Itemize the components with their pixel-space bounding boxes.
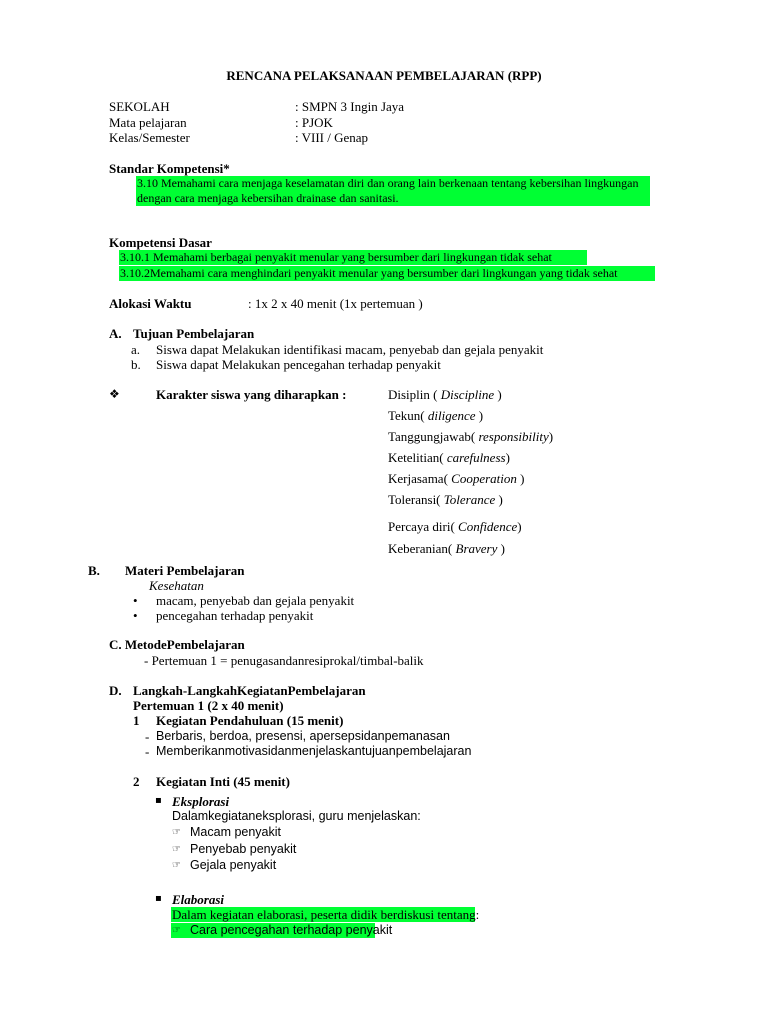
karakter-close: ) [497,387,502,402]
pendahuluan-heading: Kegiatan Pendahuluan (15 menit) [156,713,344,728]
eksplorasi-heading: Eksplorasi [172,794,230,809]
karakter-word: Percaya diri( [388,519,455,534]
tujuan-heading: Tujuan Pembelajaran [133,326,255,341]
pointing-hand-icon: ☞ [172,925,181,936]
school-value: : SMPN 3 Ingin Jaya [295,99,405,114]
kompetensi-line-1: 3.10.1 Memahami berbagai penyakit menular yang bersumber dari lingkungan tidak sehat [120,250,552,264]
karakter-en: diligence [424,408,479,423]
elaborasi-heading: Elaborasi [172,892,225,907]
bullet-icon: • [133,608,138,623]
standar-line-2: dengan cara menjaga kebersihan drainase dan sanitasi. [137,191,399,205]
metode-heading: C. MetodePembelajaran [109,637,245,652]
karakter-word: Disiplin ( [388,387,438,402]
karakter-en: Discipline [437,387,498,402]
karakter-item [388,492,503,507]
materi-heading: Materi Pembelajaran [125,563,245,578]
karakter-close: ) [505,450,510,465]
karakter-item [388,541,505,556]
eksplorasi-item: Gejala penyakit [190,858,277,872]
karakter-item [388,387,502,402]
karakter-close: ) [478,408,484,423]
karakter-word: Tanggungjawab( [388,429,476,444]
square-bullet-icon: ▪ [155,795,162,806]
karakter-item [388,408,483,423]
pendahuluan-item: Memberikanmotivasidanmenjelaskantujuanpembelajaran [156,744,472,758]
dash-marker: - [145,744,150,759]
karakter-en: Bravery [452,541,501,556]
tujuan-item-a: Siswa dapat Melakukan identifikasi macam, penyebab dan gejala penyakit [156,342,544,357]
tujuan-marker-b: b. [131,357,141,372]
tujuan-marker-a: a. [131,342,141,357]
eksplorasi-item: Macam penyakit [190,825,282,839]
karakter-word: Keberanian( [388,541,453,556]
standar-heading: Standar Kompetensi* [109,161,230,176]
materi-item: macam, penyebab dan gejala penyakit [156,593,355,608]
square-bullet-icon: ▪ [155,893,162,904]
karakter-word: Tekun( [388,408,425,423]
karakter-close: ) [548,429,554,444]
karakter-item [388,519,522,534]
karakter-en: Cooperation [447,471,521,486]
dash-marker: - [145,729,150,744]
karakter-close: ) [500,541,505,556]
alokasi-value: : 1x 2 x 40 menit (1x pertemuan ) [248,296,423,311]
materi-item: pencegahan terhadap penyakit [156,608,314,623]
eksplorasi-item: Penyebab penyakit [190,842,297,856]
karakter-close: ) [498,492,503,507]
materi-sub: Kesehatan [149,578,204,593]
karakter-word: Kerjasama( [388,471,448,486]
pointing-hand-icon: ☞ [172,844,181,855]
pointing-hand-icon: ☞ [172,827,181,838]
tujuan-marker: A. [109,326,122,341]
karakter-close: ) [520,471,525,486]
standar-line-1: 3.10 Memahami cara menjaga keselamatan diri dan orang lain berkenaan tentang kebersihan lingkungan [137,176,639,190]
karakter-item [388,429,553,444]
langkah-heading: Langkah-LangkahKegiatanPembelajaran [133,683,366,698]
karakter-en: Tolerance [440,492,499,507]
karakter-item [388,471,525,486]
karakter-word: Ketelitian( [388,450,444,465]
karakter-heading: Karakter siswa yang diharapkan : [156,387,347,402]
subject-value: : PJOK [295,115,333,130]
materi-marker: B. [88,563,100,578]
class-value: : VIII / Genap [295,130,369,145]
karakter-close: ) [517,519,522,534]
diamond-bullet-icon: ❖ [109,387,120,401]
karakter-item [388,450,510,465]
subject-label: Mata pelajaran [109,115,187,130]
pertemuan-heading: Pertemuan 1 (2 x 40 menit) [133,698,284,713]
pendahuluan-num: 1 [133,713,140,728]
pendahuluan-item: Berbaris, berdoa, presensi, apersepsidanpemanasan [156,729,450,743]
kompetensi-heading: Kompetensi Dasar [109,235,212,250]
eksplorasi-intro: Dalamkegiataneksplorasi, guru menjelaskan: [172,809,421,823]
karakter-en: carefulness [443,450,506,465]
elaborasi-item: Cara pencegahan terhadap penyakit [190,923,393,937]
school-label: SEKOLAH [109,99,170,114]
inti-heading: Kegiatan Inti (45 menit) [156,774,290,789]
inti-num: 2 [133,774,140,789]
pointing-hand-icon: ☞ [172,860,181,871]
langkah-marker: D. [109,683,122,698]
page-title: RENCANA PELAKSANAAN PEMBELAJARAN (RPP) [226,68,542,83]
karakter-en: Confidence [454,519,518,534]
karakter-word: Toleransi( [388,492,441,507]
tujuan-item-b: Siswa dapat Melakukan pencegahan terhadap penyakit [156,357,441,372]
elaborasi-intro: Dalam kegiatan elaborasi, peserta didik berdiskusi tentang: [172,907,480,922]
metode-item: - Pertemuan 1 = penugasandanresiprokal/timbal-balik [144,653,424,668]
karakter-en: responsibility [475,429,549,444]
class-label: Kelas/Semester [109,130,190,145]
kompetensi-line-2: 3.10.2Memahami cara menghindari penyakit menular yang bersumber dari lingkungan yang tidak sehat [120,266,618,280]
bullet-icon: • [133,593,138,608]
alokasi-label: Alokasi Waktu [109,296,192,311]
